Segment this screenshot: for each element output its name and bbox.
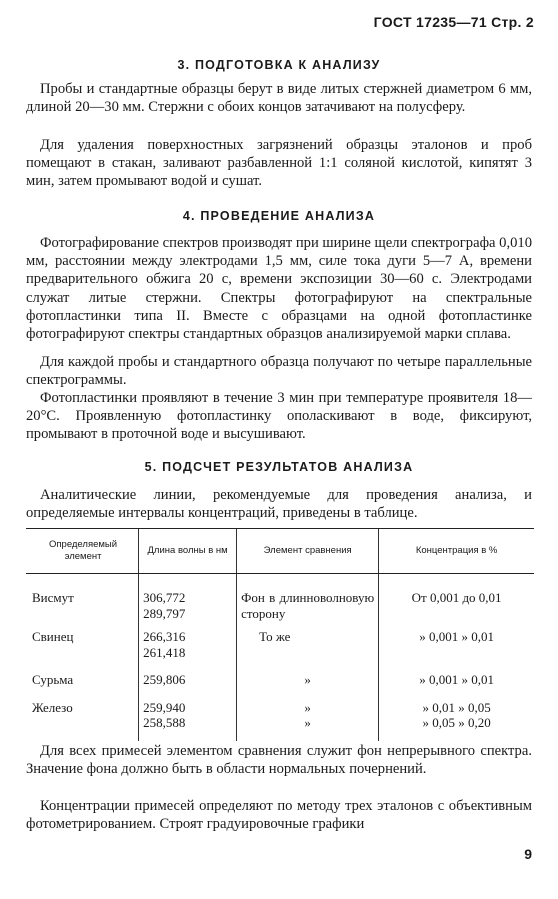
cell-concentration: » 0,01 » 0,05 » 0,05 » 0,20 <box>379 690 534 741</box>
cell-reference: » » <box>237 690 379 741</box>
cell-element: Свинец <box>32 629 74 644</box>
cell-wavelength: 306,772 289,797 <box>139 574 237 624</box>
section-3-paragraph-1: Пробы и стандартные образцы берут в виде литых стержней диаметром 6 мм, длиной 20—30 мм. Стержни с обоих концов затачивают на полусферу. <box>26 81 532 116</box>
column-header-element: Определяемый элемент <box>26 529 139 574</box>
cell-reference: Фон в длинноволновую сторону <box>237 574 379 624</box>
cell-wavelength: 259,940 258,588 <box>139 690 237 741</box>
section-4-paragraph-2: Для каждой пробы и стандартного образца получают по четыре параллельные спектрограммы. <box>26 354 532 389</box>
table-header-row <box>26 529 534 574</box>
table-row <box>26 574 534 624</box>
cell-wavelength: 266,316 261,418 <box>139 623 237 662</box>
table-row <box>26 662 534 690</box>
column-header-reference: Элемент сравнения <box>237 529 379 574</box>
cell-concentration: От 0,001 до 0,01 <box>379 574 534 624</box>
section-5-heading: 5. ПОДСЧЕТ РЕЗУЛЬТАТОВ АНАЛИЗА <box>144 460 414 474</box>
section-4-heading: 4. ПРОВЕДЕНИЕ АНАЛИЗА <box>182 209 376 223</box>
cell-concentration: » 0,001 » 0,01 <box>379 623 534 662</box>
cell-element: Железо <box>32 699 73 715</box>
cell-concentration: » 0,001 » 0,01 <box>379 662 534 690</box>
section-5-paragraph-3: Концентрации примесей определяют по методу трех эталонов с объективным фотометрированием. Строят градуировочные графики <box>26 798 532 833</box>
column-header-concentration: Концентрация в % <box>379 529 534 574</box>
cell-wavelength: 259,806 <box>139 662 237 690</box>
cell-element: Сурьма <box>32 672 74 687</box>
column-header-wavelength: Длина волны в нм <box>139 529 237 574</box>
page-header: ГОСТ 17235—71 Стр. 2 <box>373 14 534 30</box>
section-5-paragraph-2: Для всех примесей элементом сравнения служит фон непрерывного спектра. Значение фона должно быть в области нормальных почернений. <box>26 743 532 778</box>
cell-reference: » <box>237 662 379 690</box>
section-5-paragraph-1: Аналитические линии, рекомендуемые для проведения анализа, и определяемые интервалы концентраций, приведены в таблице. <box>26 487 532 522</box>
spectral-lines-table <box>26 528 534 741</box>
section-3-paragraph-2: Для удаления поверхностных загрязнений образцы эталонов и проб помещают в стакан, заливают разбавленной 1:1 соляной кислотой, кипятят 3 мин, затем промывают водой и сушат. <box>26 137 532 190</box>
cell-element: Висмут <box>32 590 74 605</box>
table-row <box>26 623 534 662</box>
table-row <box>26 690 534 741</box>
section-3-heading: 3. ПОДГОТОВКА К АНАЛИЗУ <box>177 58 381 72</box>
page-number: 9 <box>524 846 532 862</box>
section-4-paragraph-1: Фотографирование спектров производят при ширине щели спектрографа 0,010 мм, расстоянии между электродами 1,5 мм, силе тока дуги 5—7 А, времени предварительного обжига 20 с, времени экспозиции 30—60 с. Электродами служат литые стержни. Спектры фотографируют на спектральные фотопластинки типа II. Вместе с образцами на одной фотопластинке фотографируют спектры стандартных образцов анализируемой марки сплава. <box>26 235 532 343</box>
cell-reference: То же <box>237 623 379 662</box>
section-4-paragraph-3: Фотопластинки проявляют в течение 3 мин при температуре проявителя 18—20°С. Проявленную фотопластинку ополаскивают в воде, фиксируют, промывают в проточной воде и высушивают. <box>26 390 532 443</box>
